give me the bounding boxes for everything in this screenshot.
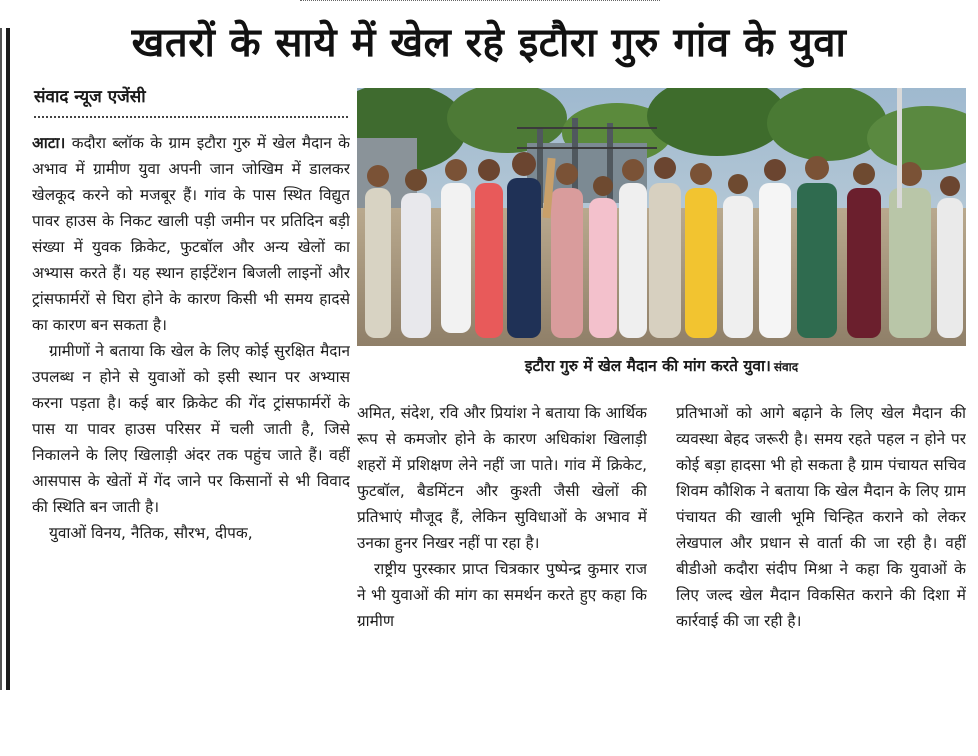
article-column-3	[676, 400, 966, 696]
photo-caption	[357, 354, 966, 379]
column-1-paragraph-1	[32, 130, 350, 338]
page-margin-rule	[6, 28, 10, 690]
column-1-paragraph-1-text: कदौरा ब्लॉक के ग्राम इटौरा गुरु में खेल मैदान के अभाव में ग्रामीण युवा अपनी जान जोखिम में डालकर खेलकूद करने को मजबूर हैं। गांव के पास स्थित विद्युत पावर हाउस के निकट खाली पड़ी जमीन पर प्रतिदिन बड़ी संख्या में युवक क्रिकेट, फुटबॉल और अन्य खेलों का अभ्यास करते हैं। यह स्थान हाईटेंशन बिजली लाइनों और ट्रांसफार्मरों से घिरा होने के कारण किसी भी समय हादसे का कारण बन सकता है।	[32, 134, 350, 334]
news-photo	[357, 88, 966, 346]
byline-agency: संवाद न्यूज एजेंसी	[34, 87, 146, 107]
article-column-2	[357, 400, 647, 696]
photo-credit: संवाद	[773, 360, 799, 374]
group-photo-image	[357, 88, 966, 346]
column-2-paragraph-2: राष्ट्रीय पुरस्कार प्राप्त चित्रकार पुष्पेन्द्र कुमार राज ने भी युवाओं की मांग का समर्थन करते हुए कहा कि ग्रामीण	[357, 560, 647, 630]
column-1-paragraph-3: युवाओं विनय, नैतिक, सौरभ, दीपक,	[48, 524, 253, 542]
photo-caption-text: इटौरा गुरु में खेल मैदान की मांग करते युवा।	[524, 357, 771, 375]
previous-article-edge	[300, 0, 660, 5]
byline-divider	[34, 116, 348, 118]
article-column-1	[32, 130, 350, 692]
column-1-paragraph-2: ग्रामीणों ने बताया कि खेल के लिए कोई सुरक्षित मैदान उपलब्ध न होने से युवाओं को इसी स्थान पर अभ्यास करना पड़ता है। कई बार क्रिकेट की गेंद ट्रांसफार्मरों के पास या पावर हाउस परिसर में चली जाती है, जिसे निकालने के लिए खिलाड़ी अंदर तक पहुंच जाते हैं। वहीं आसपास के खेतों में गेंद जाने पर किसानों से भी विवाद की स्थिति बन जाती है।	[32, 342, 350, 516]
dateline: आटा।	[32, 134, 66, 152]
column-3-paragraph-1: प्रतिभाओं को आगे बढ़ाने के लिए खेल मैदान की व्यवस्था बेहद जरूरी है। समय रहते पहल न होने पर कोई बड़ा हादसा भी हो सकता है ग्राम पंचायत सचिव शिवम कौशिक ने बताया कि खेल मैदान के लिए ग्राम पंचायत की खाली भूमि चिन्हित कराने को लेकर लेखपाल और प्रधान से वार्ता की जा रही है। वहीं बीडीओ कदौरा संदीप मिश्रा ने कहा कि युवाओं के लिए जल्द खेल मैदान विकसित कराने की दिशा में कार्रवाई की जा रही है।	[676, 404, 966, 630]
page-margin-rule-outer	[0, 28, 2, 690]
headline: खतरों के साये में खेल रहे इटौरा गुरु गांव के युवा	[131, 20, 847, 66]
column-2-paragraph-1: अमित, संदेश, रवि और प्रियांश ने बताया कि आर्थिक रूप से कमजोर होने के कारण अधिकांश खिलाड़ी शहरों में प्रशिक्षण लेने नहीं जा पाते। गांव में क्रिकेट, फुटबॉल, बैडमिंटन और कुश्ती जैसी खेलों की प्रतिभाएं मौजूद हैं, लेकिन सुविधाओं के अभाव में उनका हुनर निखर नहीं पा रहा है।	[357, 404, 647, 552]
